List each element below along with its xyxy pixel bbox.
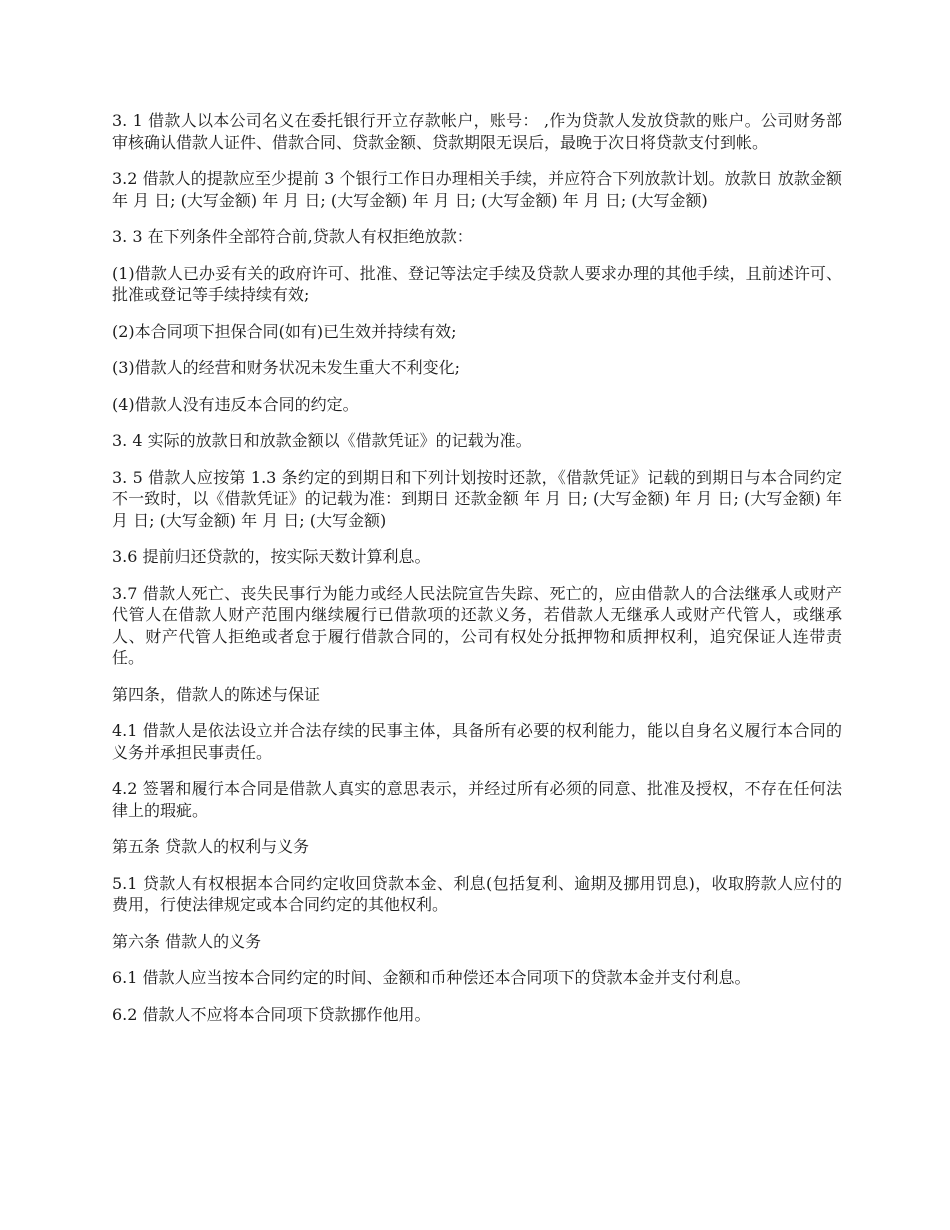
clause-3-2: 3.2 借款人的提款应至少提前 3 个银行工作日办理相关手续，并应符合下列放款计划。放款日 放款金额 年 月 日; (大写金额) 年 月 日; (大写金额) 年 月 日; (大写金额) 年 月 日; (大写金额) (112, 169, 842, 210)
clause-3-5: 3. 5 借款人应按第 1.3 条约定的到期日和下列计划按时还款，《借款凭证》记载的到期日与本合同约定不一致时，以《借款凭证》的记载为准：到期日 还款金额 年 月 日; (大写金额) 年 月 日; (大写金额) 年 月 日; (大写金额) 年 月 日; (大写金额) (112, 467, 842, 530)
clause-3-3: 3. 3 在下列条件全部符合前,贷款人有权拒绝放款： (112, 227, 473, 246)
condition-1: (1)借款人已办妥有关的政府许可、批准、登记等法定手续及贷款人要求办理的其他手续，且前述许可、批准或登记等手续持续有效; (112, 263, 842, 304)
document-body (112, 110, 842, 1040)
condition-3: (3)借款人的经营和财务状况未发生重大不利变化; (112, 358, 461, 377)
clause-4-1: 4.1 借款人是依法设立并合法存续的民事主体，具备所有必要的权利能力，能以自身名义履行本合同的义务并承担民事责任。 (112, 721, 842, 762)
condition-4: (4)借款人没有违反本合同的约定。 (112, 394, 359, 414)
clause-3-7: 3.7 借款人死亡、丧失民事行为能力或经人民法院宣告失踪、死亡的，应由借款人的合法继承人或财产代管人在借款人财产范围内继续履行已借款项的还款义务，若借款人无继承人或财产代管人，或继承人、财产代管人拒绝或者怠于履行借款合同的，公司有权处分抵押物和质押权利，追究保证人连带责任。 (112, 583, 842, 667)
clause-3-1: 3. 1 借款人以本公司名义在委托银行开立存款帐户，账号： ,作为贷款人发放贷款的账户。公司财务部审核确认借款人证件、借款合同、贷款金额、贷款期限无误后，最晚于次日将贷款支付到帐。 (112, 111, 842, 152)
article-4-heading: 第四条，借款人的陈述与保证 (112, 684, 321, 704)
clause-5-1: 5.1 贷款人有权根据本合同约定收回贷款本金、利息(包括复利、逾期及挪用罚息)，收取胯款人应付的费用，行使法律规定或本合同约定的其他权利。 (112, 873, 842, 914)
clause-6-2: 6.2 借款人不应将本合同项下贷款挪作他用。 (112, 1004, 431, 1024)
condition-2: (2)本合同项下担保合同(如有)已生效并持续有效; (112, 321, 457, 341)
clause-6-1: 6.1 借款人应当按本合同约定的时间、金额和币种偿还本合同项下的贷款本金并支付利息。 (112, 968, 751, 987)
clause-4-2: 4.2 签署和履行本合同是借款人真实的意思表示，并经过所有必须的同意、批准及授权，不存在任何法律上的瑕疵。 (112, 779, 842, 820)
article-6-heading: 第六条 借款人的义务 (112, 931, 262, 951)
clause-3-6: 3.6 提前归还贷款的，按实际天数计算利息。 (112, 547, 431, 566)
clause-3-4: 3. 4 实际的放款日和放款金额以《借款凭证》的记载为准。 (112, 431, 532, 450)
article-5-heading: 第五条 贷款人的权利与义务 (112, 837, 310, 856)
